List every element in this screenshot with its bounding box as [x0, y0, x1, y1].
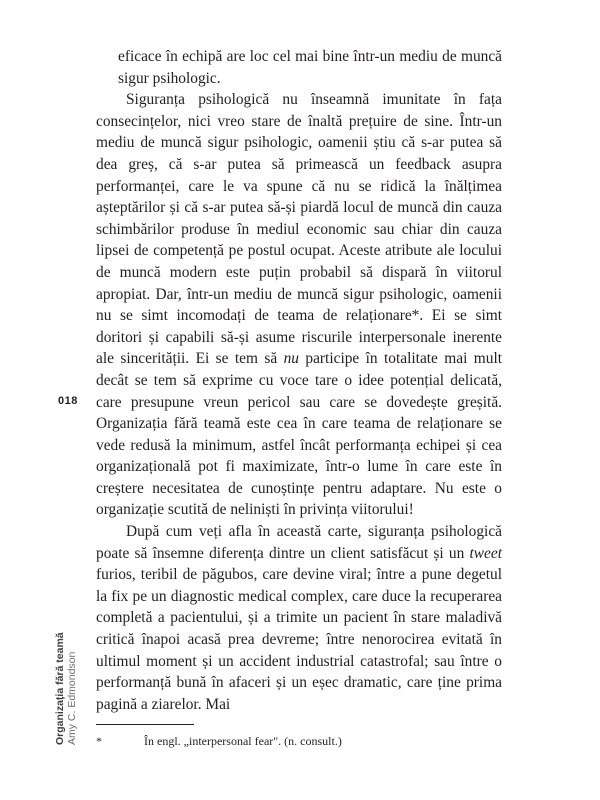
paragraph-book-outcomes: După cum veți afla în această carte, siguranța psihologică poate să însemne diferența dintre un client satisfăcut și un tweet furios, teribil de păgubos, care devine viral; între a pune degetul la fix pe un diagnostic medical complex, care duce la recuperarea completă a pacientului, și a trimite un pacient în stare maladivă critică înapoi acasă prea devreme; între nenorocirea evitată în ultimul moment și un accident industrial catastrofal; sau între o performanță bună în afaceri și un eșec dramatic, care ține prima pagină a ziarelor. Mai — [96, 523, 502, 713]
footnote-text: În engl. „interpersonal fear". (n. consult.) — [144, 734, 342, 748]
running-head — [54, 632, 78, 745]
footnote-rule — [96, 724, 194, 725]
page-number: 018 — [58, 395, 78, 407]
body-text — [96, 46, 502, 715]
emphasis-tweet: tweet — [469, 544, 502, 562]
emphasis-nu: nu — [283, 350, 299, 368]
running-head-book-title: Organizația fără teamă — [54, 632, 66, 745]
paragraph-psychological-safety: Siguranța psihologică nu înseamnă imunitate în fața consecințelor, nici vreo stare de înaltă prețuire de sine. Într-un mediu de muncă sigur psihologic, oamenii știu că s-ar putea să dea greș, că s-ar putea să primească un feedback asupra performanței, care le va spune că nu se ridică la înălțimea așteptărilor și că s-ar putea să-și piardă locul de muncă din cauza schimbărilor produse în mediul economic sau chiar din cauza lipsei de competență pe postul ocupat. Aceste atribute ale locului de muncă modern este puțin probabil să dispară în viitorul apropiat. Dar, într-un mediu de muncă sigur psihologic, oamenii nu se simt incomodați de teama de relaționare*. Ei se simt doritori și capabili să-și asume riscurile interpersonale inerente ale sincerității. Ei se tem să nu participe în totalitate mai mult decât se tem să exprime cu voce tare o idee potențial delicată, care presupune vreun pericol sau care se dovedește greșită. Organizația fără teamă este cea în care teama de relaționare se vede redusă la minimum, astfel încât performanța echipei și cea organizațională pot fi maximizate, într-o lume în care este în creștere necesitatea de cunoștințe pentru adaptare. Nu este o organizație scutită de neliniști în privința viitorului! — [96, 91, 502, 519]
paragraph-continued: eficace în echipă are loc cel mai bine într-un mediu de muncă sigur psihologic. — [118, 48, 502, 87]
running-head-author: Amy C. Edmondson — [66, 651, 78, 745]
footnote-mark: * — [96, 734, 102, 748]
